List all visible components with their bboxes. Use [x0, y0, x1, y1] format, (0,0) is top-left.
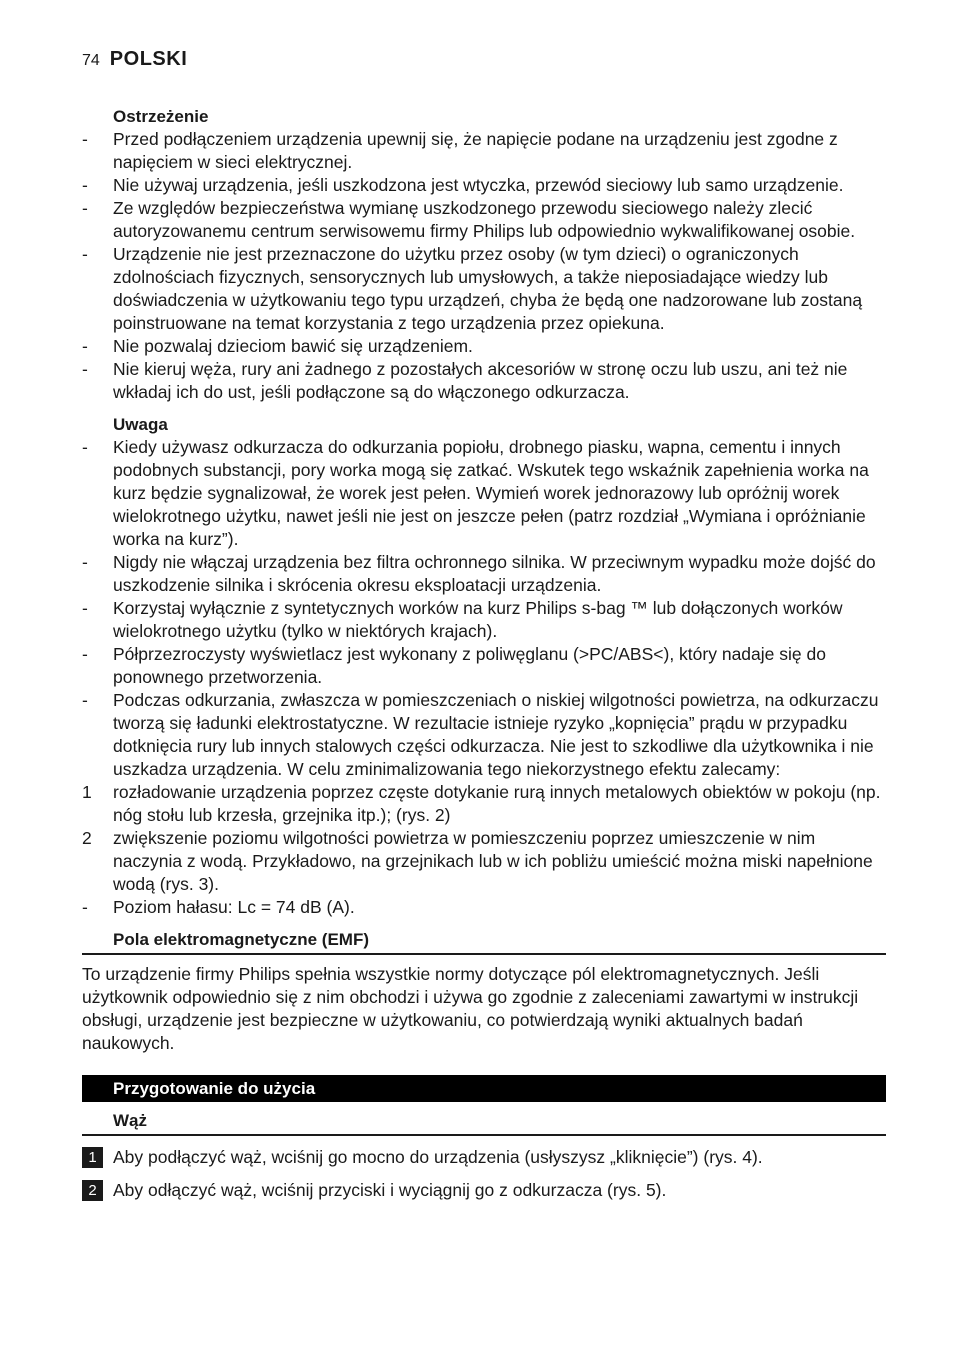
- step-1: [82, 1146, 886, 1169]
- list-item: [82, 689, 886, 781]
- list-item-text: Kiedy używasz odkurzacza do odkurzania popiołu, drobnego piasku, wapna, cementu i innych podobnych substancji, pory worka mogą się zatkać. Wskutek tego wskaźnik zapełnienia worka na kurz będzie sygnalizował, że worek jest pełen. Wymień worek jednorazowy lub opróżnij worek wielokrotnego użytku, nawet jeśli nie jest on jeszcze pełen (patrz rozdział „Wymiana i opróżnianie worka na kurz”).: [113, 437, 869, 549]
- list-item-text: Korzystaj wyłącznie z syntetycznych worków na kurz Philips s-bag ™ lub dołączonych worków wielokrotnego użytku (tylko w niektórych krajach).: [113, 598, 843, 641]
- step-number-badge: 1: [82, 1147, 103, 1168]
- page-language: POLSKI: [109, 48, 188, 70]
- step-text: Aby podłączyć wąż, wciśnij go mocno do urządzenia (usłyszysz „kliknięcie”) (rys. 4).: [113, 1147, 763, 1167]
- list-item-text: Przed podłączeniem urządzenia upewnij się, że napięcie podane na urządzeniu jest zgodne z napięciem w sieci elektrycznej.: [113, 129, 838, 172]
- page-header: [82, 48, 187, 74]
- list-marker: -: [82, 897, 88, 917]
- page-content: [82, 106, 886, 1202]
- list-item: [82, 597, 886, 643]
- list-item: [82, 335, 886, 358]
- caution-title: Uwaga: [113, 415, 168, 434]
- step-number-badge: 2: [82, 1180, 103, 1201]
- list-item: [82, 827, 886, 896]
- list-marker: -: [82, 129, 88, 149]
- step-2: [82, 1179, 886, 1202]
- page-number: 74: [82, 52, 100, 69]
- list-item-text: Poziom hałasu: Lc = 74 dB (A).: [113, 897, 355, 917]
- list-item: [82, 197, 886, 243]
- emf-paragraph: To urządzenie firmy Philips spełnia wszystkie normy dotyczące pól elektromagnetycznych. Jeśli użytkownik odpowiednio się z nim obchodzi i używa go zgodnie z zaleceniami zawartymi w instrukcji obsługi, urządzenie jest bezpieczne w użytkowaniu, co potwierdzają wyniki aktualnych badań naukowych.: [82, 964, 859, 1053]
- list-marker: -: [82, 336, 88, 356]
- list-marker: -: [82, 552, 88, 572]
- list-item-text: Nigdy nie włączaj urządzenia bez filtra ochronnego silnika. W przeciwnym wypadku może dojść do uszkodzenie silnika i skrócenia okresu eksploatacji urządzenia.: [113, 552, 876, 595]
- list-marker: -: [82, 644, 88, 664]
- emf-title: Pola elektromagnetyczne (EMF): [82, 929, 886, 955]
- list-item-text: rozładowanie urządzenia poprzez częste dotykanie rurą innych metalowych obiektów w pokoju (np. nóg stołu lub krzesła, grzejnika itp.); (rys. 2): [113, 782, 881, 825]
- list-item: [82, 436, 886, 551]
- list-marker: -: [82, 598, 88, 618]
- list-item: [82, 896, 886, 919]
- list-item-text: Nie pozwalaj dzieciom bawić się urządzeniem.: [113, 336, 473, 356]
- hose-subtitle: Wąż: [82, 1110, 886, 1136]
- list-item-text: Nie kieruj węża, rury ani żadnego z pozostałych akcesoriów w stronę oczu lub uszu, ani też nie wkładaj ich do ust, jeśli podłączone są do włączonego odkurzacza.: [113, 359, 848, 402]
- list-marker: -: [82, 198, 88, 218]
- list-item: [82, 243, 886, 335]
- list-item-text: Półprzezroczysty wyświetlacz jest wykonany z poliwęglanu (>PC/ABS<), który nadaje się do ponownego przetworzenia.: [113, 644, 826, 687]
- list-item: [82, 781, 886, 827]
- list-marker: 2: [82, 828, 92, 848]
- list-item-text: Podczas odkurzania, zwłaszcza w pomieszczeniach o niskiej wilgotności powietrza, na odkurzaczu tworzą się ładunki elektrostatyczne. W rezultacie istnieje ryzyko „kopnięcia” prądu w przypadku dotknięcia rury lub innych stalowych części odkurzacza. Nie jest to szkodliwe dla użytkownika i nie uszkadza urządzenia. W celu zminimalizowania tego niekorzystnego efektu zalecamy:: [113, 690, 879, 779]
- list-item: [82, 643, 886, 689]
- list-item: [82, 174, 886, 197]
- list-marker: -: [82, 175, 88, 195]
- list-marker: -: [82, 244, 88, 264]
- step-text: Aby odłączyć wąż, wciśnij przyciski i wyciągnij go z odkurzacza (rys. 5).: [113, 1180, 667, 1200]
- list-item: [82, 128, 886, 174]
- list-marker: -: [82, 690, 88, 710]
- prep-section-bar: Przygotowanie do użycia: [82, 1075, 886, 1102]
- list-item: [82, 551, 886, 597]
- caution-list: [82, 436, 886, 919]
- list-item-text: Urządzenie nie jest przeznaczone do użytku przez osoby (w tym dzieci) o ograniczonych zdolnościach fizycznych, sensorycznych lub umysłowych, a także nieposiadające wiedzy lub doświadczenia w użytkowaniu tego typu urządzeń, chyba że będą one nadzorowane lub zostaną poinstruowane na temat korzystania z tego urządzenia przez opiekuna.: [113, 244, 863, 333]
- warning-list: [82, 128, 886, 404]
- list-item: [82, 358, 886, 404]
- list-marker: 1: [82, 782, 92, 802]
- list-marker: -: [82, 437, 88, 457]
- list-marker: -: [82, 359, 88, 379]
- warning-title: Ostrzeżenie: [113, 107, 209, 126]
- list-item-text: zwiększenie poziomu wilgotności powietrza w pomieszczeniu poprzez umieszczenie w nim naczynia z wodą. Przykładowo, na grzejnikach lub w ich pobliżu umieścić można miski napełnione wodą (rys. 3).: [113, 828, 873, 894]
- list-item-text: Ze względów bezpieczeństwa wymianę uszkodzonego przewodu sieciowego należy zlecić autoryzowanemu centrum serwisowemu firmy Philips lub odpowiednio wykwalifikowanej osobie.: [113, 198, 856, 241]
- list-item-text: Nie używaj urządzenia, jeśli uszkodzona jest wtyczka, przewód sieciowy lub samo urządzenie.: [113, 175, 844, 195]
